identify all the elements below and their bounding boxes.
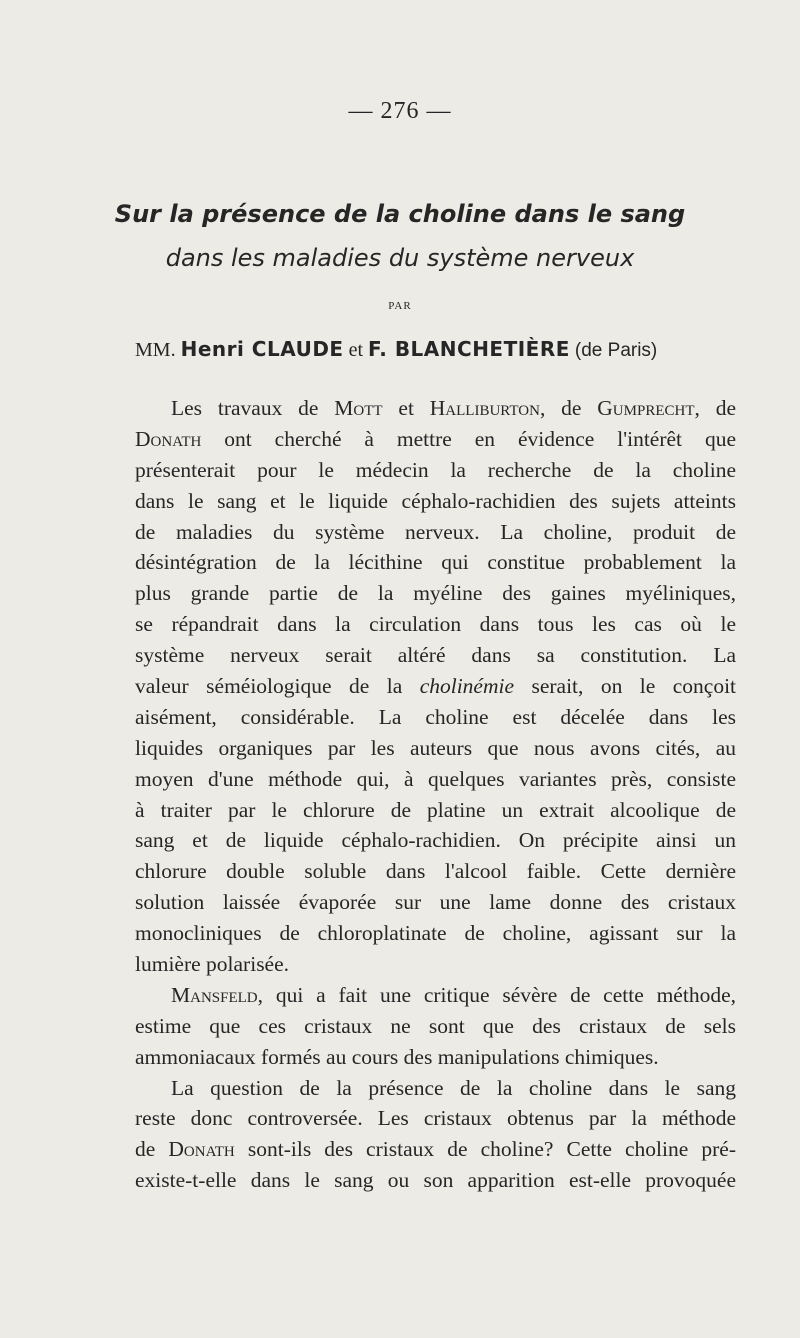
italic-term: cholinémie [419,674,515,699]
text-line: reste donc controversée. Les cristaux obtenus par la méthode [135,1106,736,1131]
text-line: liquides organiques par les auteurs que nous avons cités, au [135,735,736,760]
text-line: ammoniacaux formés au cours des manipulations chimiques. [135,1044,659,1069]
title-line-2: dans les maladies du système nerveux [165,244,635,272]
text-line: sang et de liquide céphalo-rachidien. On précipite ainsi un [135,828,736,853]
title-line-1: Sur la présence de la choline dans le sang [114,200,686,228]
text-line: désintégration de la lécithine qui constitue probablement la [135,550,736,575]
authors-conjunction: et [348,339,364,361]
authors-prefix: MM. [135,339,176,361]
text-line: lumière polarisée. [135,952,290,977]
page-number: — 276 — [348,98,452,124]
text-line: Les travaux de Mott et Halliburton, de Gumprecht, de [171,396,736,420]
text-line: plus grande partie de la myéline des gaines myéliniques, [135,581,736,606]
text-line: système nerveux serait altéré dans sa constitution. La [135,643,736,668]
text-line: se répandrait dans la circulation dans tous les cas où le [135,612,736,637]
author-ref: Donath [168,1137,235,1162]
authors-location: (de Paris) [574,340,658,361]
author-ref: Mott [334,396,383,420]
text-line: moyen d'une méthode qui, à quelques variantes près, consiste [135,766,736,791]
authors-line [135,337,735,362]
text-line: La question de la présence de la choline dans le sang [171,1075,736,1100]
author-ref: Donath [135,426,202,451]
text-line: dans le sang et le liquide céphalo-rachidien des sujets atteints [135,488,736,513]
author-ref: Mansfeld [171,982,258,1007]
text-line: à traiter par le chlorure de platine un extrait alcoolique de [135,797,736,822]
text-line: de maladies du système nerveux. La choline, produit de [135,519,736,544]
text-line: solution laissée évaporée sur une lame donne des cristaux [135,890,736,915]
text-line: monocliniques de chloroplatinate de choline, agissant sur la [135,921,736,946]
text-line: aisément, considérable. La choline est décelée dans les [135,704,736,729]
text-line: estime que ces cristaux ne sont que des cristaux de sels [135,1013,736,1038]
text-line: présenterait pour le médecin la recherche de la choline [135,457,736,482]
text-line: Donath ont cherché à mettre en évidence l'intérêt que [135,426,736,451]
body-text [135,393,736,1196]
author-ref: Halliburton [429,396,540,420]
byline-par: PAR [388,300,412,312]
author-1: Henri CLAUDE [180,337,344,361]
text-line: valeur séméiologique de la cholinémie serait, on le conçoit [135,674,737,699]
author-2: F. BLANCHETIÈRE [368,337,570,361]
text-line: de Donath sont-ils des cristaux de choline? Cette choline pré- [135,1137,737,1162]
text-line: existe-t-elle dans le sang ou son apparition est-elle provoquée [135,1168,736,1193]
author-ref: Gumprecht [597,396,695,420]
text-line: Mansfeld, qui a fait une critique sévère de cette méthode, [171,982,736,1007]
text-line: chlorure double soluble dans l'alcool faible. Cette dernière [135,859,736,884]
